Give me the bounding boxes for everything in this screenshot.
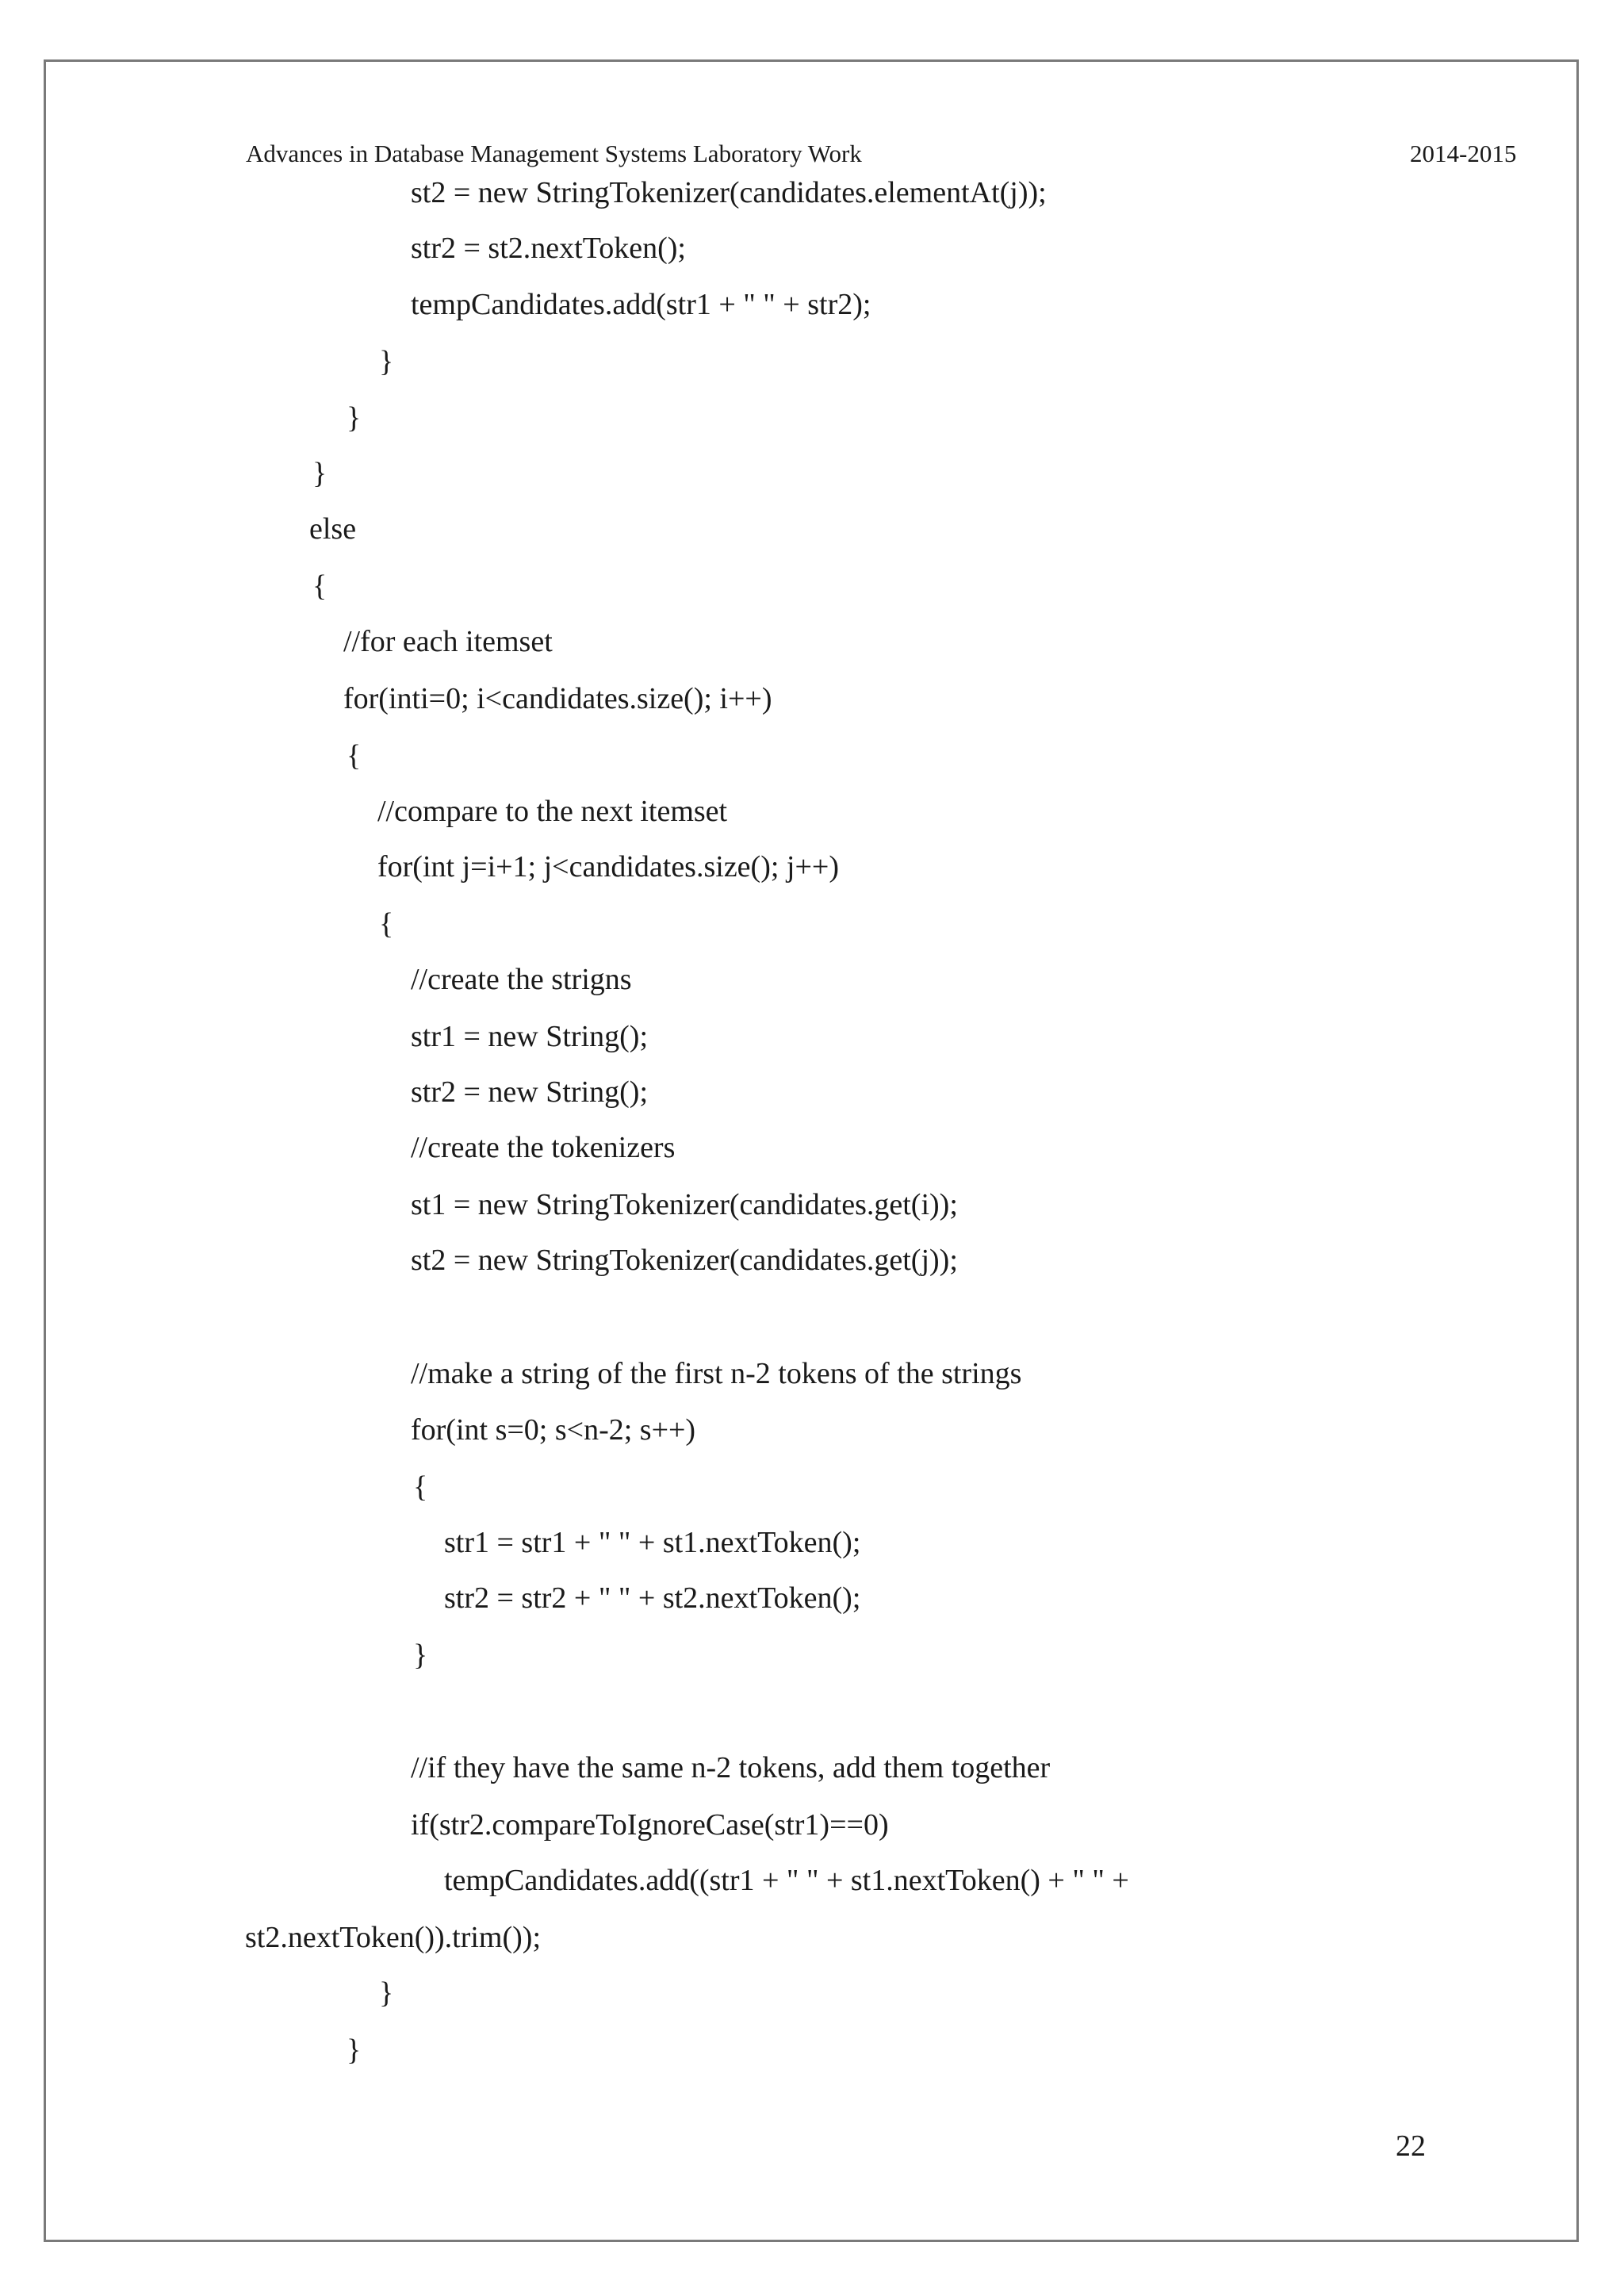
code-line: } — [347, 401, 362, 435]
code-line: } — [312, 457, 327, 490]
code-line: } — [347, 2033, 362, 2067]
code-line: st2.nextToken()).trim()); — [245, 1921, 542, 1954]
code-line: for(int s=0; s<n-2; s++) — [411, 1413, 696, 1447]
code-line: str1 = str1 + " " + st1.nextToken(); — [444, 1526, 861, 1559]
code-line: //for each itemset — [343, 625, 553, 658]
code-line: str2 = new String(); — [411, 1075, 649, 1109]
code-line: else — [309, 512, 357, 546]
code-line: for(int j=i+1; j<candidates.size(); j++) — [377, 850, 839, 884]
code-line: str1 = new String(); — [411, 1020, 649, 1053]
code-line: st1 = new StringTokenizer(candidates.get(i)); — [411, 1188, 958, 1221]
code-line: { — [413, 1470, 428, 1504]
code-line: //make a string of the first n-2 tokens of the strings — [411, 1357, 1022, 1390]
code-line: //create the tokenizers — [411, 1131, 676, 1164]
code-line: if(str2.compareToIgnoreCase(str1)==0) — [411, 1808, 889, 1842]
code-line: { — [379, 907, 394, 941]
code-line: st2 = new StringTokenizer(candidates.get(j)); — [411, 1244, 958, 1277]
code-line: tempCandidates.add(str1 + " " + str2); — [411, 288, 871, 321]
code-line: str2 = str2 + " " + st2.nextToken(); — [444, 1581, 861, 1615]
code-line: } — [379, 1976, 394, 2010]
document-header-title: Advances in Database Management Systems Laboratory Work — [246, 140, 862, 167]
code-line: { — [347, 739, 362, 772]
page-border — [44, 59, 1579, 2242]
code-line: } — [413, 1639, 428, 1672]
code-line: //compare to the next itemset — [377, 795, 728, 828]
code-line: tempCandidates.add((str1 + " " + st1.nextToken() + " " + — [444, 1864, 1129, 1897]
code-line: str2 = st2.nextToken(); — [411, 232, 686, 265]
code-line: //create the strigns — [411, 963, 632, 996]
code-line: } — [379, 345, 394, 378]
code-line: //if they have the same n-2 tokens, add them together — [411, 1751, 1051, 1784]
document-header-year: 2014-2015 — [1410, 140, 1517, 167]
code-line: st2 = new StringTokenizer(candidates.elementAt(j)); — [411, 176, 1047, 209]
code-line: { — [312, 569, 327, 603]
page-number: 22 — [1396, 2129, 1426, 2163]
code-line: for(inti=0; i<candidates.size(); i++) — [343, 682, 772, 715]
